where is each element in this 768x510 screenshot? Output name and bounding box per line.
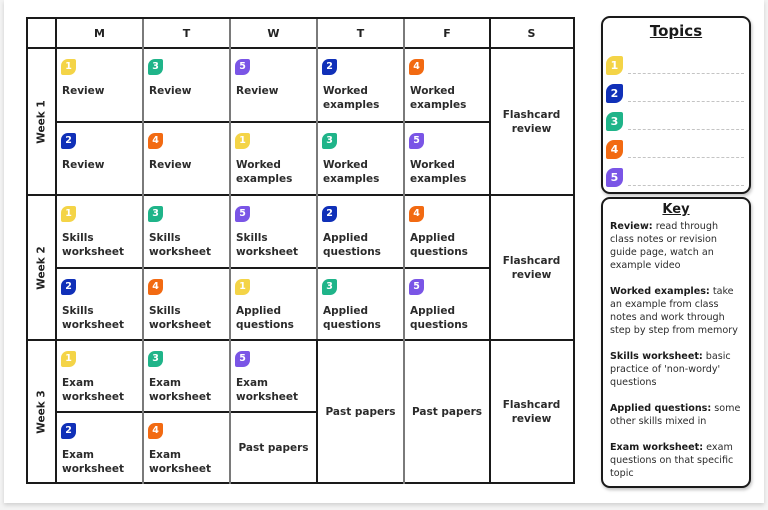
task-label: Review (149, 85, 192, 97)
grid-line (403, 19, 405, 484)
task-label: Worked examples (410, 159, 467, 185)
task-label: Review (62, 85, 105, 97)
week-3-friday-cell: Past papers (411, 406, 483, 418)
topic-2-badge: 2 (322, 206, 337, 222)
task-label: Review (62, 159, 105, 171)
grid-line (56, 411, 317, 413)
grid-line (55, 19, 57, 484)
grid-line (56, 267, 490, 269)
task-label: Review (149, 159, 192, 171)
topic-5-badge: 5 (235, 206, 250, 222)
topic-4-badge: 4 (148, 423, 163, 439)
task-label: Applied questions (323, 305, 381, 331)
grid-line (316, 339, 318, 484)
key-item-applied-questions: Applied questions: some other skills mixed in (610, 403, 741, 427)
page (4, 0, 764, 503)
key-title: Key (662, 202, 690, 217)
task-cell (143, 268, 230, 340)
day-header-thursday: T (356, 27, 365, 40)
topic-4-badge: 4 (148, 133, 163, 149)
grid-line (56, 121, 490, 123)
task-label: Exam worksheet (236, 377, 299, 403)
topic-5-badge: 5 (409, 133, 424, 149)
topic-row-5[interactable] (606, 166, 744, 186)
topic-row-2[interactable] (606, 82, 744, 102)
task-cell (56, 122, 143, 195)
task-cell (317, 268, 404, 340)
task-label: Applied questions (410, 305, 468, 331)
task-label: Skills worksheet (62, 305, 125, 331)
topic-3-badge: 3 (148, 351, 163, 367)
topic-1-badge: 1 (235, 279, 250, 295)
task-cell (230, 268, 317, 340)
topic-2-badge: 2 (61, 133, 76, 149)
topic-2-badge: 2 (322, 59, 337, 75)
grid-line (142, 19, 144, 484)
topic-5-badge: 5 (409, 279, 424, 295)
week-2-label: Week 2 (36, 245, 48, 290)
grid-line (28, 194, 573, 196)
topic-3-badge: 3 (606, 112, 623, 131)
topic-2-name-field[interactable] (628, 101, 744, 102)
task-label: Worked examples (323, 85, 380, 111)
task-cell (56, 48, 143, 122)
topic-3-badge: 3 (322, 133, 337, 149)
topic-3-badge: 3 (148, 206, 163, 222)
topic-1-name-field[interactable] (628, 73, 744, 74)
task-cell (56, 195, 143, 268)
task-cell (317, 48, 404, 122)
task-cell (143, 195, 230, 268)
task-cell (317, 195, 404, 268)
task-cell (317, 122, 404, 195)
task-cell (56, 412, 143, 484)
topic-4-badge: 4 (148, 279, 163, 295)
topic-2-badge: 2 (61, 423, 76, 439)
task-cell (230, 195, 317, 268)
day-header-saturday: S (527, 27, 536, 40)
task-label: Exam worksheet (62, 377, 125, 403)
task-cell (404, 268, 490, 340)
task-cell (56, 268, 143, 340)
week-3-saturday-cell: Flashcard review (502, 399, 561, 425)
key-item-worked-examples: Worked examples: take an example from class notes and work through step by step from memory (610, 286, 738, 336)
task-cell (230, 122, 317, 195)
task-cell (404, 48, 490, 122)
task-cell (56, 340, 143, 412)
task-label: Applied questions (236, 305, 294, 331)
topic-2-badge: 2 (61, 279, 76, 295)
task-label: Worked examples (323, 159, 380, 185)
grid-line (316, 19, 318, 339)
week-1-saturday-cell: Flashcard review (502, 108, 561, 135)
task-cell (230, 340, 317, 412)
topic-1-badge: 1 (61, 206, 76, 222)
topics-title: Topics (649, 22, 703, 40)
task-label: Skills worksheet (149, 305, 212, 331)
task-label: Skills worksheet (236, 232, 299, 258)
topic-5-badge: 5 (606, 168, 623, 187)
topics-panel (601, 16, 751, 194)
topic-5-badge: 5 (235, 59, 250, 75)
topic-row-4[interactable] (606, 138, 744, 158)
task-cell (143, 48, 230, 122)
task-label: Exam worksheet (62, 449, 125, 475)
grid-line (229, 19, 231, 484)
key-item-exam-worksheet: Exam worksheet: exam questions on that specific topic (610, 442, 734, 479)
topic-row-3[interactable] (606, 110, 744, 130)
key-panel (601, 197, 751, 488)
task-cell (143, 412, 230, 484)
key-item-review: Review: read through class notes or revision guide page, watch an example video (610, 221, 719, 271)
topic-5-name-field[interactable] (628, 185, 744, 186)
week-3-label: Week 3 (36, 390, 48, 434)
task-label: Skills worksheet (62, 232, 125, 258)
topic-1-badge: 1 (61, 351, 76, 367)
week-1-label: Week 1 (36, 99, 48, 144)
task-cell (404, 195, 490, 268)
task-label: Applied questions (410, 232, 468, 258)
topic-4-badge: 4 (409, 59, 424, 75)
topic-4-name-field[interactable] (628, 157, 744, 158)
topic-4-badge: 4 (409, 206, 424, 222)
topic-1-badge: 1 (606, 56, 623, 75)
topic-2-badge: 2 (606, 84, 623, 103)
day-header-friday: F (443, 27, 451, 40)
topic-3-name-field[interactable] (628, 129, 744, 130)
grid-line (28, 47, 573, 49)
task-label: Review (236, 85, 279, 97)
task-label: Worked examples (236, 159, 293, 185)
task-label: Skills worksheet (149, 232, 212, 258)
week-3-thursday-cell: Past papers (325, 406, 396, 418)
task-label: Applied questions (323, 232, 381, 258)
topic-1-badge: 1 (235, 133, 250, 149)
day-header-monday: M (94, 27, 105, 40)
revision-planner-table (26, 17, 575, 484)
topic-4-badge: 4 (606, 140, 623, 159)
day-header-tuesday: T (182, 27, 191, 40)
task-cell (143, 340, 230, 412)
task-label: Exam worksheet (149, 377, 212, 403)
task-cell (143, 122, 230, 195)
grid-line (489, 19, 491, 484)
week-2-saturday-cell: Flashcard review (502, 254, 561, 281)
task-label: Exam worksheet (149, 449, 212, 475)
topic-5-badge: 5 (235, 351, 250, 367)
past-papers-cell: Past papers (238, 442, 309, 454)
topic-3-badge: 3 (148, 59, 163, 75)
task-label: Worked examples (410, 85, 467, 111)
task-cell (404, 122, 490, 195)
key-item-skills-worksheet: Skills worksheet: basic practice of 'non-wordy' questions (610, 351, 731, 388)
topic-3-badge: 3 (322, 279, 337, 295)
topic-row-1[interactable] (606, 54, 744, 74)
task-cell (230, 48, 317, 122)
day-header-wednesday: W (267, 27, 280, 40)
topic-1-badge: 1 (61, 59, 76, 75)
grid-line (28, 339, 573, 341)
